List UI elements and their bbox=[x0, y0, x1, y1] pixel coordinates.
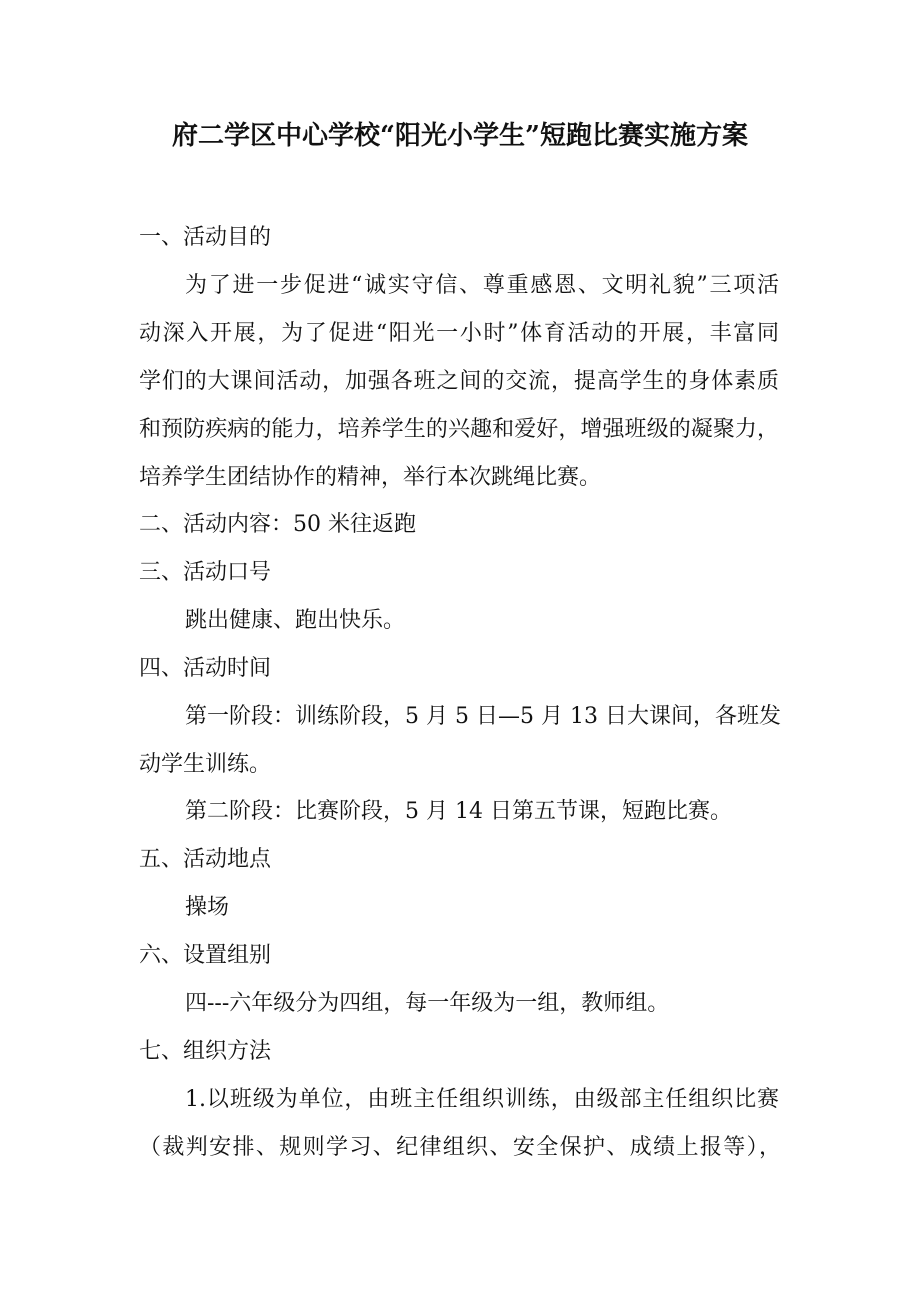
method-line-1: 1.以班级为单位，由班主任组织训练，由级部主任组织比赛 bbox=[185, 1087, 779, 1112]
slogan-text: 跳出健康、跑出快乐。 bbox=[185, 608, 406, 633]
purpose-paragraph-line-4: 和预防疾病的能力，培养学生的兴趣和爱好，增强班级的凝聚力， bbox=[139, 417, 779, 442]
purpose-paragraph-line-2: 动深入开展，为了促进“阳光一小时”体育活动的开展，丰富同 bbox=[139, 321, 779, 346]
location-text: 操场 bbox=[185, 895, 230, 920]
section-heading-groups: 六、设置组别 bbox=[139, 943, 272, 968]
groups-text: 四---六年级分为四组，每一年级为一组，教师组。 bbox=[185, 991, 670, 1016]
section-heading-location: 五、活动地点 bbox=[139, 847, 272, 872]
time-stage-one-line-2: 动学生训练。 bbox=[139, 752, 272, 777]
time-stage-two: 第二阶段：比赛阶段，5 月 14 日第五节课，短跑比赛。 bbox=[185, 799, 732, 824]
section-heading-content: 二、活动内容：50 米往返跑 bbox=[139, 512, 416, 537]
section-heading-purpose: 一、活动目的 bbox=[139, 225, 272, 250]
section-heading-time: 四、活动时间 bbox=[139, 656, 272, 681]
document-title: 府二学区中心学校“阳光小学生”短跑比赛实施方案 bbox=[172, 121, 748, 151]
section-heading-method: 七、组织方法 bbox=[139, 1039, 272, 1064]
purpose-paragraph-line-1: 为了进一步促进“诚实守信、尊重感恩、文明礼貌”三项活 bbox=[185, 273, 779, 298]
purpose-paragraph-line-5: 培养学生团结协作的精神，举行本次跳绳比赛。 bbox=[139, 465, 602, 490]
section-heading-slogan: 三、活动口号 bbox=[139, 560, 272, 585]
method-line-2: （裁判安排、规则学习、纪律组织、安全保护、成绩上报等）， bbox=[139, 1135, 781, 1160]
time-stage-one-line-1: 第一阶段：训练阶段，5 月 5 日—5 月 13 日大课间，各班发 bbox=[185, 704, 781, 729]
purpose-paragraph-line-3: 学们的大课间活动，加强各班之间的交流，提高学生的身体素质 bbox=[139, 369, 779, 394]
